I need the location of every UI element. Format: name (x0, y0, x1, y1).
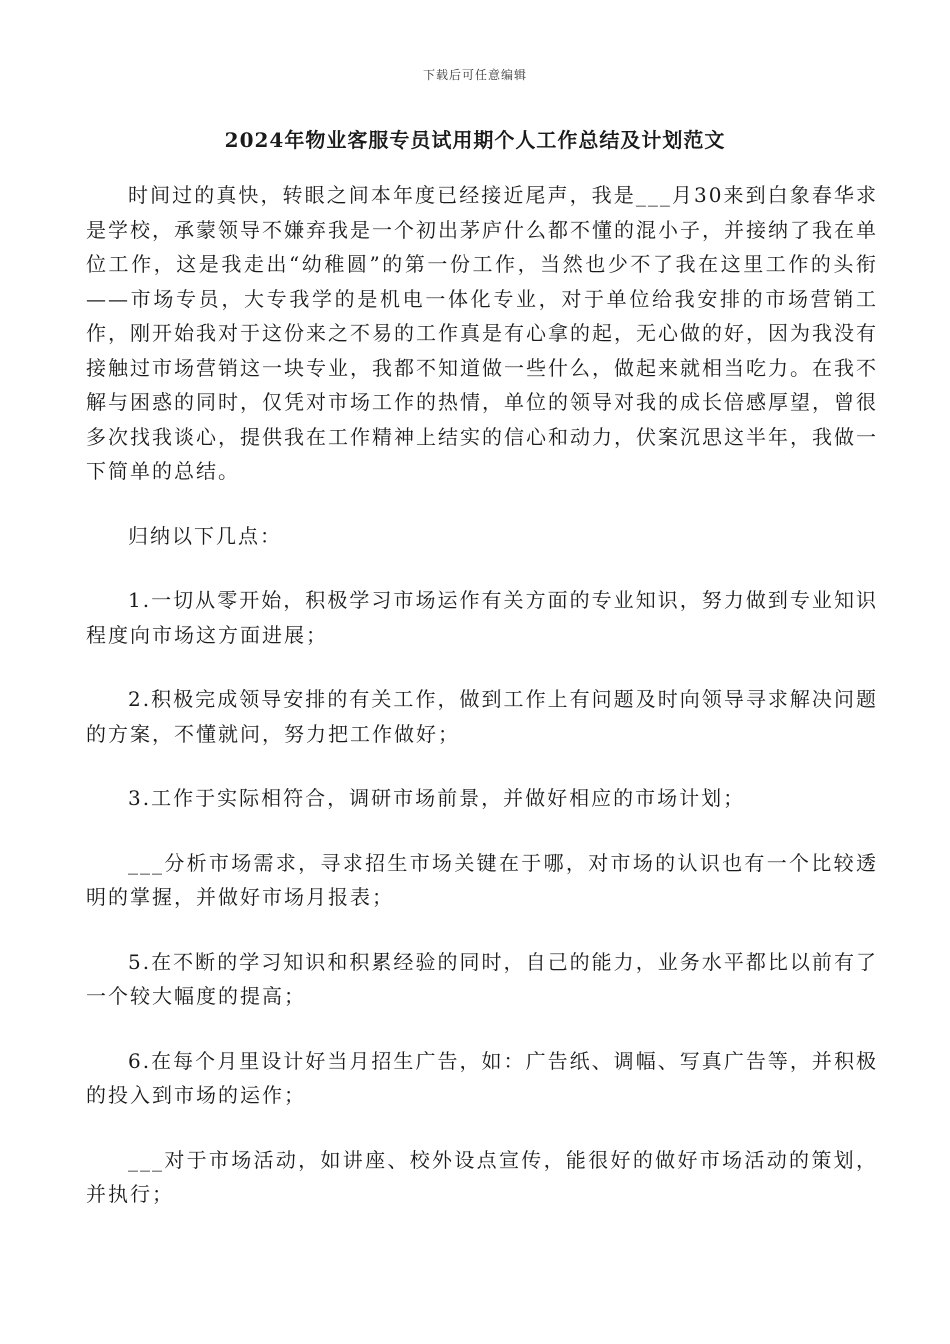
paragraph-point-3: 3.工作于实际相符合，调研市场前景，并做好相应的市场计划； (128, 786, 746, 810)
document-body (86, 178, 878, 1242)
paragraph-summary-lead: 归纳以下几点： (128, 523, 282, 548)
paragraph-point-1: 1.一切从零开始，积极学习市场运作有关方面的专业知识，努力做到专业知识程度向市场这方面进展； (86, 588, 878, 647)
paragraph-point-2: 2.积极完成领导安排的有关工作，做到工作上有问题及时向领导寻求解决问题的方案，不懂就问，努力把工作做好； (86, 687, 878, 746)
header-note: 下载后可任意编辑 (422, 68, 527, 82)
document-title: 2024年物业客服专员试用期个人工作总结及计划范文 (224, 128, 726, 152)
paragraph-point-5: 5.在不断的学习知识和积累经验的同时，自己的能力，业务水平都比以前有了一个较大幅度的提高； (86, 949, 878, 1008)
paragraph-intro: 时间过的真快，转眼之间本年度已经接近尾声，我是___月30来到白象春华求是学校，承蒙领导不嫌弃我是一个初出茅庐什么都不懂的混小子，并接纳了我在单位工作，这是我走出“幼稚圆”的第一份工作，当然也少不了我在这里工作的头衔——市场专员，大专我学的是机电一体化专业，对于单位给我安排的市场营销工作，刚开始我对于这份来之不易的工作真是有心拿的起，无心做的好，因为我没有接触过市场营销这一块专业，我都不知道做一些什么，做起来就相当吃力。在我不解与困惑的同时，仅凭对市场工作的热情，单位的领导对我的成长倍感厚望，曾很多次找我谈心，提供我在工作精神上结实的信心和动力，伏案沉思这半年，我做一下简单的总结。 (86, 183, 878, 483)
paragraph-point-7: ___对于市场活动，如讲座、校外设点宣传，能很好的做好市场活动的策划，并执行； (86, 1147, 878, 1206)
paragraph-point-4: ___分析市场需求，寻求招生市场关键在于哪，对市场的认识也有一个比较透明的掌握，并做好市场月报表； (86, 850, 878, 909)
paragraph-point-6: 6.在每个月里设计好当月招生广告，如：广告纸、调幅、写真广告等，并积极的投入到市场的运作； (86, 1048, 878, 1107)
